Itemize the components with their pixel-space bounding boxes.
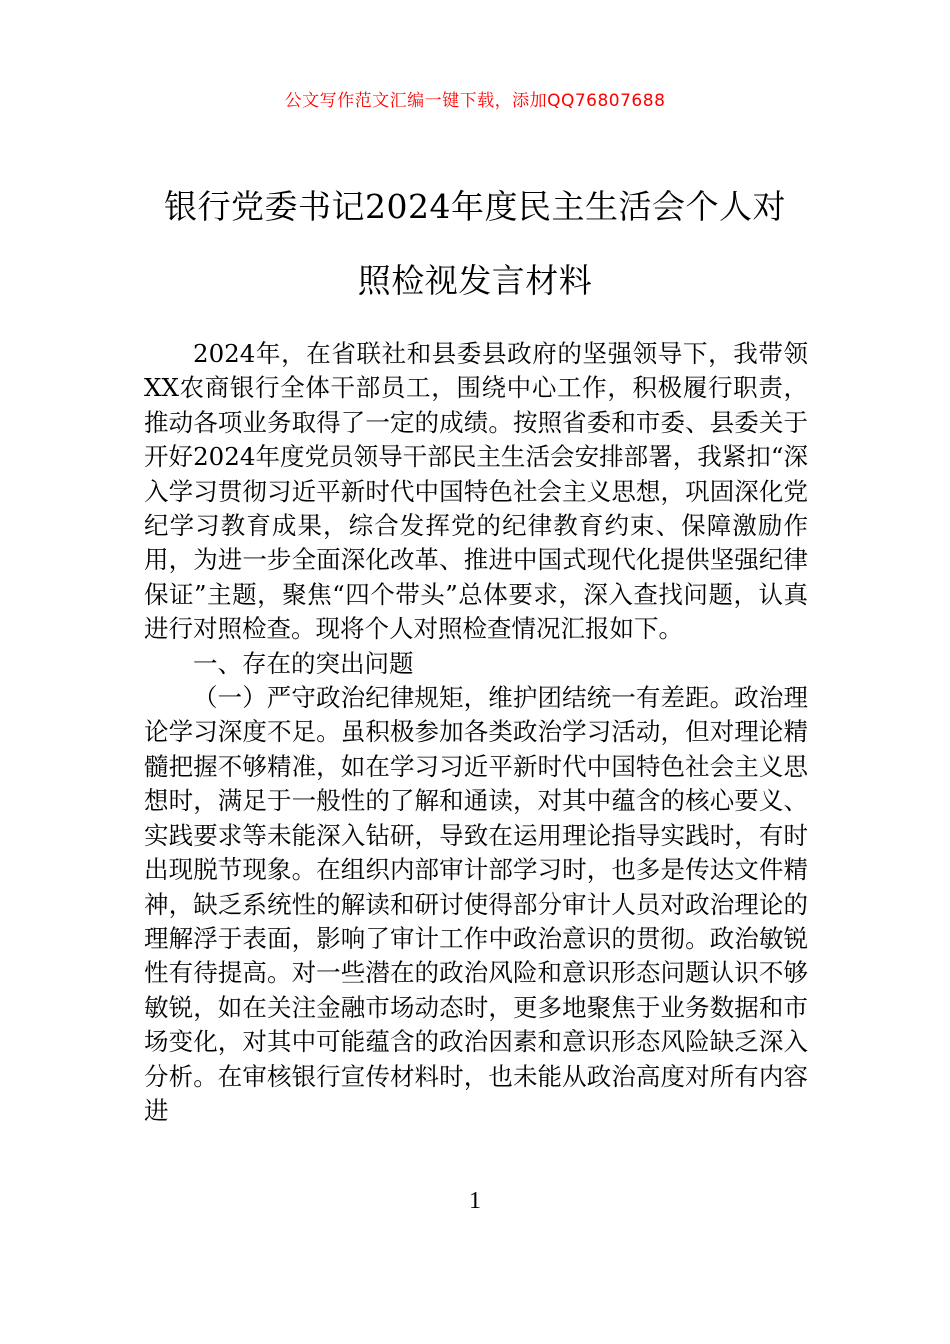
document-body: [144, 337, 808, 1128]
page-number: 1: [469, 1188, 481, 1214]
title-line-2: 照检视发言材料: [357, 261, 593, 300]
section-heading: 一、存在的突出问题: [193, 648, 414, 678]
title-line-1: 银行党委书记2024年度民主生活会个人对: [164, 187, 786, 226]
promo-banner[interactable]: 公文写作范文汇编一键下载，添加QQ76807688: [284, 91, 666, 111]
document-title: [120, 170, 830, 318]
intro-paragraph: 2024年，在省联社和县委县政府的坚强领导下，我带领XX农商银行全体干部员工，围绕中心工作，积极履行职责，推动各项业务取得了一定的成绩。按照省委和市委、县委关于开好2024年度党员领导干部民主生活会安排部署，我紧扣“深入学习贯彻习近平新时代中国特色社会主义思想，巩固深化党纪学习教育成果，综合发挥党的纪律教育约束、保障激励作用，为进一步全面深化改革、推进中国式现代化提供坚强纪律保证”主题，聚焦“四个带头”总体要求，深入查找问题，认真进行对照检查。现将个人对照检查情况汇报如下。: [144, 339, 808, 644]
section-paragraph: （一）严守政治纪律规矩，维护团结统一有差距。政治理论学习深度不足。虽积极参加各类政治学习活动，但对理论精髓把握不够精准，如在学习习近平新时代中国特色社会主义思想时，满足于一般性的了解和通读，对其中蕴含的核心要义、实践要求等未能深入钻研，导致在运用理论指导实践时，有时出现脱节现象。在组织内部审计部学习时，也多是传达文件精神，缺乏系统性的解读和研讨使得部分审计人员对政治理论的理解浮于表面，影响了审计工作中政治意识的贯彻。政治敏锐性有待提高。对一些潜在的政治风险和意识形态问题认识不够敏锐，如在关注金融市场动态时，更多地聚焦于业务数据和市场变化，对其中可能蕴含的政治因素和意识形态风险缺乏深入分析。在审核银行宣传材料时，也未能从政治高度对所有内容进: [144, 683, 808, 1125]
